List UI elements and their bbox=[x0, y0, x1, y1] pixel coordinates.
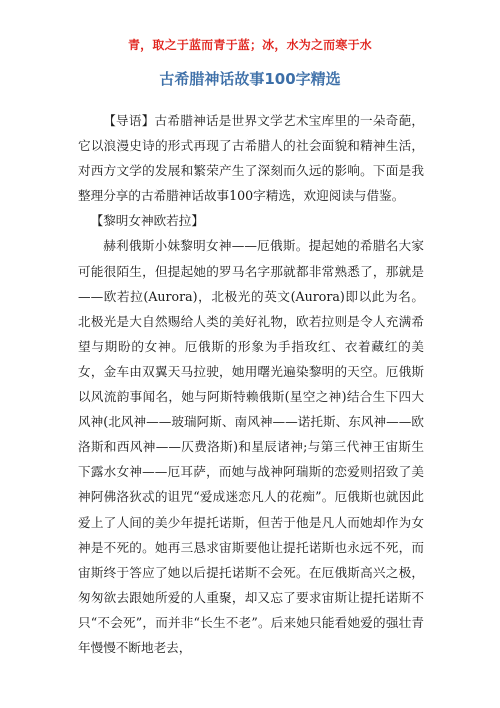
intro-paragraph: 【导语】古希腊神话是世界文学艺术宝库里的一朵奇葩，它以浪漫史诗的形式再现了古希腊人的社会面貌和精神生活，对西方文学的发展和繁荣产生了深刻而久远的影响。下面是我整理分享的古希腊神话故事100字精选，欢迎阅读与借鉴。 bbox=[78, 113, 424, 204]
page-title: 古希腊神话故事100字精选 bbox=[159, 70, 341, 88]
article-body bbox=[78, 108, 424, 660]
story-paragraph: 赫利俄斯小妹黎明女神——厄俄斯。提起她的希腊名大家可能很陌生，但提起她的罗马名字那就都非常熟悉了，那就是——欧若拉(Aurora)，北极光的英文(Aurora)即以此为名。北极光是大自然赐给人类的美好礼物，欧若拉则是令人充满希望与期盼的女神。厄俄斯的形象为手指玫红、衣着藏红的美女，金车由双翼天马拉驶，她用曙光遍染黎明的天空。厄俄斯以风流韵事闻名，她与阿斯特赖俄斯(星空之神)结合生下四大风神(北风神——玻瑞阿斯、南风神——诺托斯、东风神——欧洛斯和西风神——仄费洛斯)和星辰诸神;与第三代神王宙斯生下露水女神——厄耳萨，而她与战神阿瑞斯的恋爱则招致了美神阿佛洛狄忒的诅咒“爱成迷恋凡人的花痴”。厄俄斯也就因此爱上了人间的美少年提托诺斯，但苦于他是凡人而她却作为女神是不死的。她再三恳求宙斯要他让提托诺斯也永远不死，而宙斯终于答应了她以后提托诺斯不会死。在厄俄斯高兴之极，匆匆欲去跟她所爱的人重聚，却又忘了要求宙斯让提托诺斯不只“不会死”，而并非“长生不老”。后来她只能看她爱的强壮青年慢慢不断地老去， bbox=[78, 238, 424, 655]
section-heading: 【黎明女神欧若拉】 bbox=[90, 213, 204, 229]
header-motto: 青，取之于蓝而青于蓝；冰，水为之而寒于水 bbox=[127, 38, 372, 52]
